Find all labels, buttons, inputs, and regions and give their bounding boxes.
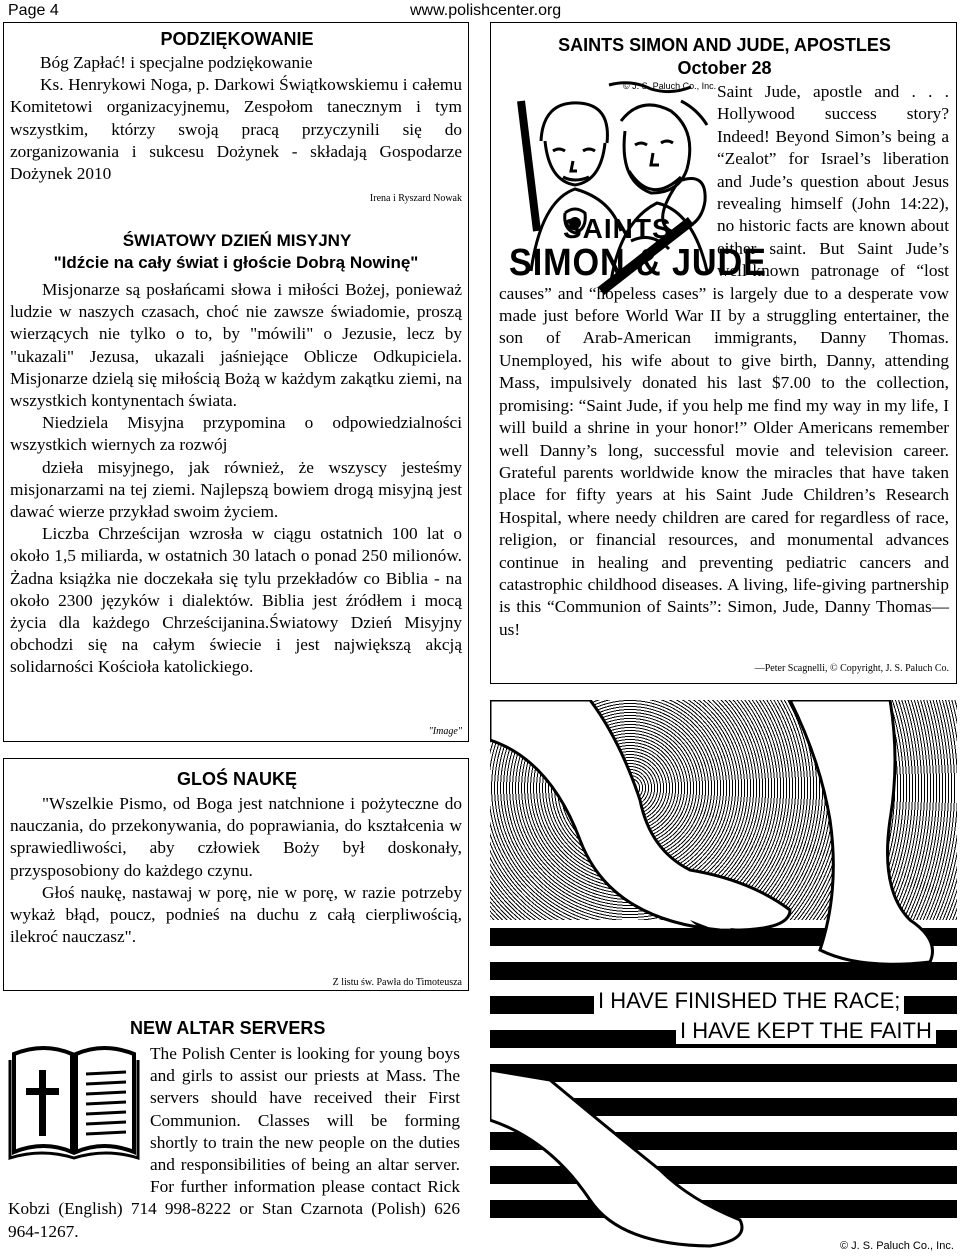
saints-box <box>490 22 957 684</box>
race-line-2: I HAVE KEPT THE FAITH <box>676 1018 936 1044</box>
saints-title: SAINTS SIMON AND JUDE, APOSTLES <box>558 35 891 55</box>
saints-text: Saint Jude, apostle and . . . Hollywood success story? Indeed! Beyond Simon’s being a “Zealot” for Israel’s liberation and Jude’s question about Jesus revealing himself (John 14:22), no historic facts are known about either saint. But Saint Jude’s well-known patronage of “lost causes” and “hopeless cases” is largely due to a desperate vow made just before World War II by a struggling entertainer, the son of Arab-American immigrants, Danny Thomas. Unemployed, his wife about to give birth, Danny, attending Mass, impulsively donated his last $7.00 to the collection, promising: “Saint Jude, if you help me find my way in my life, I will build a shrine in your honor!” Older Americans remember well Danny’s long, successful movie and television career. Grateful parents worldwide know the miracles that have taken place for fifty years at his Saint Jude Children’s Research Hospital, where needy children are cared for regardless of race, religion, or financial resources, and monumental advances continue in healing and preventing pediatric cancers and catastrophic childhood diseases. A living, life-giving partnership is this “Communion of Saints”: Simon, Jude, Danny Thomas—us! <box>499 82 949 639</box>
page-number: Page 4 <box>8 2 59 19</box>
site-url: www.polishcenter.org <box>410 2 562 19</box>
saints-image-copyright: © J. S. Paluch Co., Inc. <box>623 81 717 91</box>
race-feet <box>490 700 957 1255</box>
saints-image-names: SIMON & JUDE <box>509 242 767 284</box>
mission-subtitle: "Idźcie na cały świat i głoście Dobrą Nowinę" <box>53 253 419 272</box>
race-line-1: I HAVE FINISHED THE RACE; <box>594 988 904 1014</box>
saints-date: October 28 <box>677 58 772 78</box>
saints-body <box>499 81 949 641</box>
saints-signature: —Peter Scagnelli, © Copyright, J. S. Paluch Co. <box>754 663 949 674</box>
preach-p2: Głoś naukę, nastawaj w porę, nie w porę, w razie potrzeby wykaż błąd, poucz, podnieś na duchu z całą cierpliwością, ilekroć nauczasz". <box>10 882 462 947</box>
mission-signature: "Image" <box>428 726 462 737</box>
mission-title: ŚWIATOWY DZIEŃ MISYJNY <box>122 231 352 250</box>
altar-title: NEW ALTAR SERVERS <box>130 1018 326 1038</box>
preach-box <box>3 758 469 991</box>
race-illustration <box>490 700 957 1255</box>
thanks-signature: Irena i Ryszard Nowak <box>369 193 462 204</box>
saints-image-label: SAINTS <box>563 213 672 244</box>
thanks-text <box>10 52 462 185</box>
preach-signature: Z listu św. Pawła do Timoteusza <box>332 977 462 988</box>
mission-p1: Misjonarze są posłańcami słowa i miłości Bożej, ponieważ ludzie w naszych czasach, choć nie zawsze świadomie, proszą wierzących nie tylko o to, by "mówili" o Jezusie, lecz by "ukazali" Jezusa, ukazali jaśniejące Oblicze Odkupiciela. Misjonarze dzielą się miłością Bożą w każdym zakątku ziemi, na wszystkich kontynentach świata. <box>10 280 462 411</box>
mission-p2b: dzieła misyjnego, jak również, że wszyscy jesteśmy misjonarzami na tej ziemi. Najlepszą bowiem drogą misyjną jest dawać wierze przykład swoim życiem. <box>10 457 462 522</box>
thanks-title: PODZIĘKOWANIE <box>160 29 314 49</box>
race-copyright: © J. S. Paluch Co., Inc. <box>840 1240 954 1252</box>
preach-title: GLOŚ NAUKĘ <box>176 769 297 789</box>
mission-body <box>10 279 462 679</box>
thanks-line-1: Bóg Zapłać! i specjalne podziękowanie <box>40 53 313 72</box>
altar-text: The Polish Center is looking for young boys and girls to assist our priests at Mass. The servers should have received their First Communion. Classes will be forming shortly to train the new people on the duties and responsibilities of being an altar server. For further information please contact Rick Kobzi (English) 714 998-8222 or Stan Czarnota (Polish) 626 964-1267. <box>8 1044 460 1241</box>
mission-p2a: Niedziela Misyjna przypomina o odpowiedzialności wszystkich wiernych za rozwój <box>10 413 462 455</box>
altar-body <box>8 1043 460 1243</box>
preach-body <box>10 793 462 948</box>
mission-p3: Liczba Chrześcijan wzrosła w ciągu ostatnich 100 lat o około 1,5 miliarda, w ostatnich 30 latach o ponad 250 milionów. Żadna książka nie doczekała się tylu przekładów co Biblia - na około 2300 języków i dialektów. Biblia jest źródłem i mocą życia dla każdego Chrześcijanina.Światowy Dzień Misyjny obchodzi się na całym świecie i jest największą akcją solidarności Kościoła katolickiego. <box>10 524 462 677</box>
thanks-line-2: Ks. Henrykowi Noga, p. Darkowi Świątkowskiemu i całemu Komitetowi organizacyjnemu, Zespołom tanecznym i tym wszystkim, którzy swoją pracą przyczynili się do zorganizowania i sukcesu Dożynek - składają Gospodarze Dożynek 2010 <box>10 75 462 184</box>
preach-p1: "Wszelkie Pismo, od Boga jest natchnione i pożyteczne do nauczania, do przekonywania, do poprawiania, do kształcenia w sprawiedliwości, aby człowiek Boży był doskonały, przysposobiony do każdego czynu. <box>10 794 462 880</box>
thanks-mission-box <box>3 22 469 742</box>
